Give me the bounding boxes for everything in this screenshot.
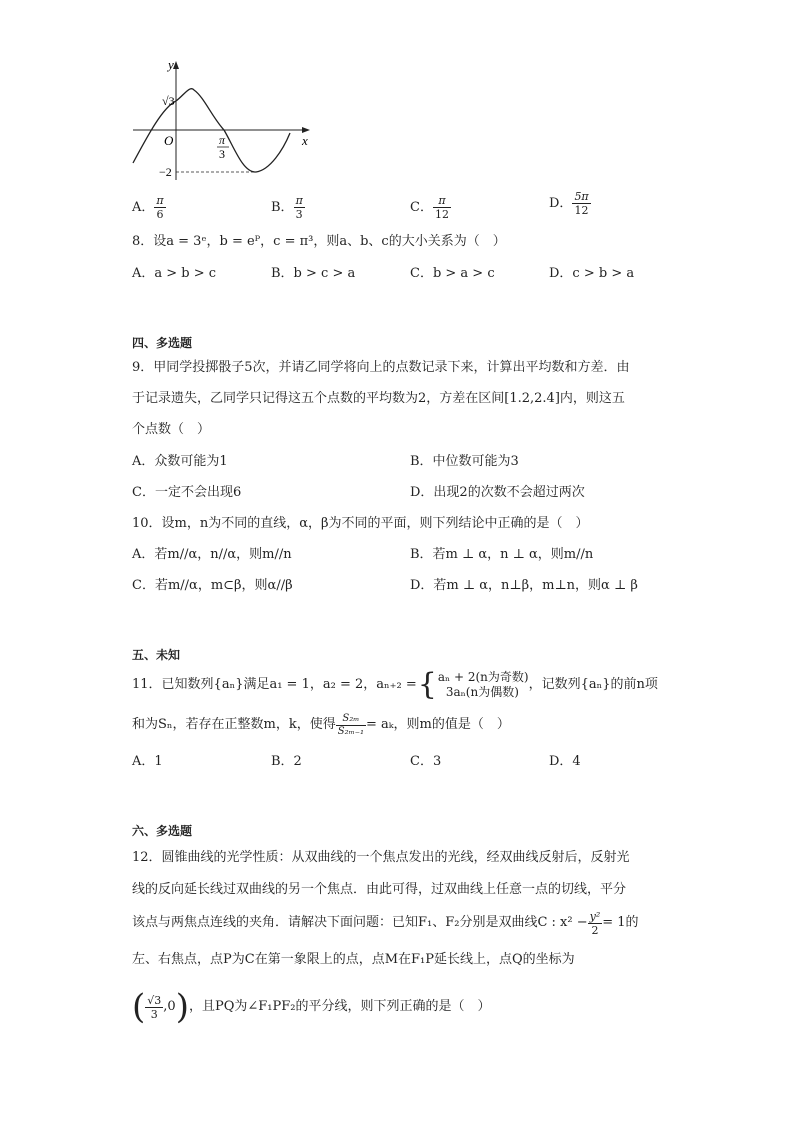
q12-coord-frac xyxy=(145,994,163,1021)
q11-line-1 xyxy=(132,668,658,702)
section-title-5: 五、未知 xyxy=(132,648,181,662)
q11-frac-den: S₂ₘ₋₁ xyxy=(337,725,365,737)
y-axis-arrow xyxy=(173,61,179,69)
q12-line-3 xyxy=(132,906,639,940)
q12-line5-text: ，且PQ为∠F₁PF₂的平分线，则下列正确的是（ ） xyxy=(188,999,491,1014)
x-tick-den: 3 xyxy=(219,147,225,161)
q9-option-d[interactable]: D．出现2的次数不会超过两次 xyxy=(410,485,585,500)
q7-a-den: 6 xyxy=(156,208,164,221)
q9-option-a[interactable]: A．众数可能为1 xyxy=(132,454,228,469)
q10-option-c[interactable]: C．若m//α，m⊂β，则α//β xyxy=(132,578,293,593)
y-tick-sqrt3: √3 xyxy=(162,94,175,108)
q7-d-num: 5π xyxy=(574,190,589,203)
q7-b-num: π xyxy=(295,194,303,207)
q11-option-d[interactable]: D．4 xyxy=(549,754,581,769)
q9-option-c[interactable]: C．一定不会出现6 xyxy=(132,485,242,500)
section-title-6: 六、多选题 xyxy=(132,824,193,838)
q7-option-a-frac xyxy=(154,194,165,221)
q11-option-c[interactable]: C．3 xyxy=(410,754,442,769)
q7-option-d[interactable] xyxy=(549,190,591,217)
q11-case-even: 3aₙ(n为偶数) xyxy=(445,685,519,699)
q11-cases xyxy=(438,670,529,700)
q7-option-c-frac xyxy=(433,194,451,221)
q11-post: ，记数列{aₙ}的前n项 xyxy=(528,677,658,692)
q12-y2-den: 2 xyxy=(591,923,599,937)
q12-line-2: 线的反向延长线过双曲线的另一个焦点．由此可得，过双曲线上任意一点的切线，平分 xyxy=(132,882,627,897)
x-axis-label: x xyxy=(302,133,308,148)
q9-line-3: 个点数（ ） xyxy=(132,422,211,437)
y-axis-label: y xyxy=(168,57,174,72)
q11-line-2 xyxy=(132,708,510,742)
q10-stem: 10．设m，n为不同的直线，α，β为不同的平面，则下列结论中正确的是（ ） xyxy=(132,516,589,531)
q7-option-d-label: D． xyxy=(549,196,573,211)
sine-graph xyxy=(128,55,318,185)
q12-paren-left: ( xyxy=(132,987,146,1027)
q7-d-den: 12 xyxy=(574,204,589,217)
y-tick-neg2: −2 xyxy=(159,165,172,179)
q7-option-c-label: C． xyxy=(410,200,433,215)
q8-option-b[interactable]: B．b > c > a xyxy=(271,266,356,281)
q7-option-b-label: B． xyxy=(271,200,294,215)
q12-y2-frac xyxy=(588,910,603,937)
origin-label: O xyxy=(164,133,174,148)
q9-line-2: 于记录遗失，乙同学只记得这五个点数的平均数为2，方差在区间[1.2,2.4]内，则这五 xyxy=(132,391,625,406)
q11-line2-pre: 和为Sₙ，若存在正整数m，k，使得 xyxy=(132,717,336,732)
q8-stem: 8．设a = 3ᵉ，b = eᴾ，c = π³，则a、b、c的大小关系为（ ） xyxy=(132,234,506,249)
q9-option-b[interactable]: B．中位数可能为3 xyxy=(410,454,519,469)
q12-paren-right: ) xyxy=(175,987,189,1027)
q8-option-c[interactable]: C．b > a > c xyxy=(410,266,495,281)
q8-option-d[interactable]: D．c > b > a xyxy=(549,266,635,281)
q11-brace: { xyxy=(417,667,437,702)
q12-line-4: 左、右焦点，点P为C在第一象限上的点，点M在F₁P延长线上，点Q的坐标为 xyxy=(132,952,575,967)
q12-line-1: 12．圆锥曲线的光学性质：从双曲线的一个焦点发出的光线，经双曲线反射后，反射光 xyxy=(132,850,630,865)
q12-coord-num: √3 xyxy=(147,993,162,1007)
q11-case-odd: aₙ + 2(n为奇数) xyxy=(437,670,529,684)
q7-option-c[interactable] xyxy=(410,194,451,221)
q10-option-b[interactable]: B．若m ⊥ α，n ⊥ α，则m//n xyxy=(410,547,594,562)
q11-line2-post: = aₖ，则m的值是（ ） xyxy=(366,717,510,732)
section-title-4: 四、多选题 xyxy=(132,336,193,350)
q7-option-b[interactable] xyxy=(271,194,305,221)
q12-coord-tail: ,0 xyxy=(163,999,176,1014)
q10-option-d[interactable]: D．若m ⊥ α，n⊥β，m⊥n，则α ⊥ β xyxy=(410,578,638,593)
q7-c-num: π xyxy=(433,194,451,208)
q11-ratio-frac xyxy=(336,713,366,738)
q11-option-a[interactable]: A．1 xyxy=(132,754,163,769)
x-tick-num: π xyxy=(219,133,226,147)
q12-line3-pre: 该点与两焦点连线的夹角．请解决下面问题：已知F₁、F₂分别是双曲线C : x² − xyxy=(132,915,588,930)
q11-frac-num: S₂ₘ xyxy=(336,713,366,726)
q7-c-den: 12 xyxy=(434,208,449,221)
q12-coord-den: 3 xyxy=(150,1007,158,1021)
q7-option-a[interactable] xyxy=(132,194,166,221)
q12-line3-post: = 1的 xyxy=(602,915,639,930)
q9-line-1: 9．甲同学投掷骰子5次，并请乙同学将向上的点数记录下来，计算出平均数和方差．由 xyxy=(132,360,630,375)
q7-a-num: π xyxy=(156,194,164,207)
q7-option-b-frac xyxy=(294,194,305,221)
q7-b-den: 3 xyxy=(295,208,303,221)
q7-option-a-label: A． xyxy=(132,200,155,215)
q11-pre: 11．已知数列{aₙ}满足a₁ = 1，a₂ = 2，aₙ₊₂ = xyxy=(132,677,417,692)
q7-option-d-frac xyxy=(572,190,590,217)
q12-line-5 xyxy=(132,986,490,1028)
q10-option-a[interactable]: A．若m//α，n//α，则m//n xyxy=(132,547,292,562)
q11-option-b[interactable]: B．2 xyxy=(271,754,302,769)
q12-y2-num: y² xyxy=(589,909,601,923)
q8-option-a[interactable]: A．a > b > c xyxy=(132,266,217,281)
